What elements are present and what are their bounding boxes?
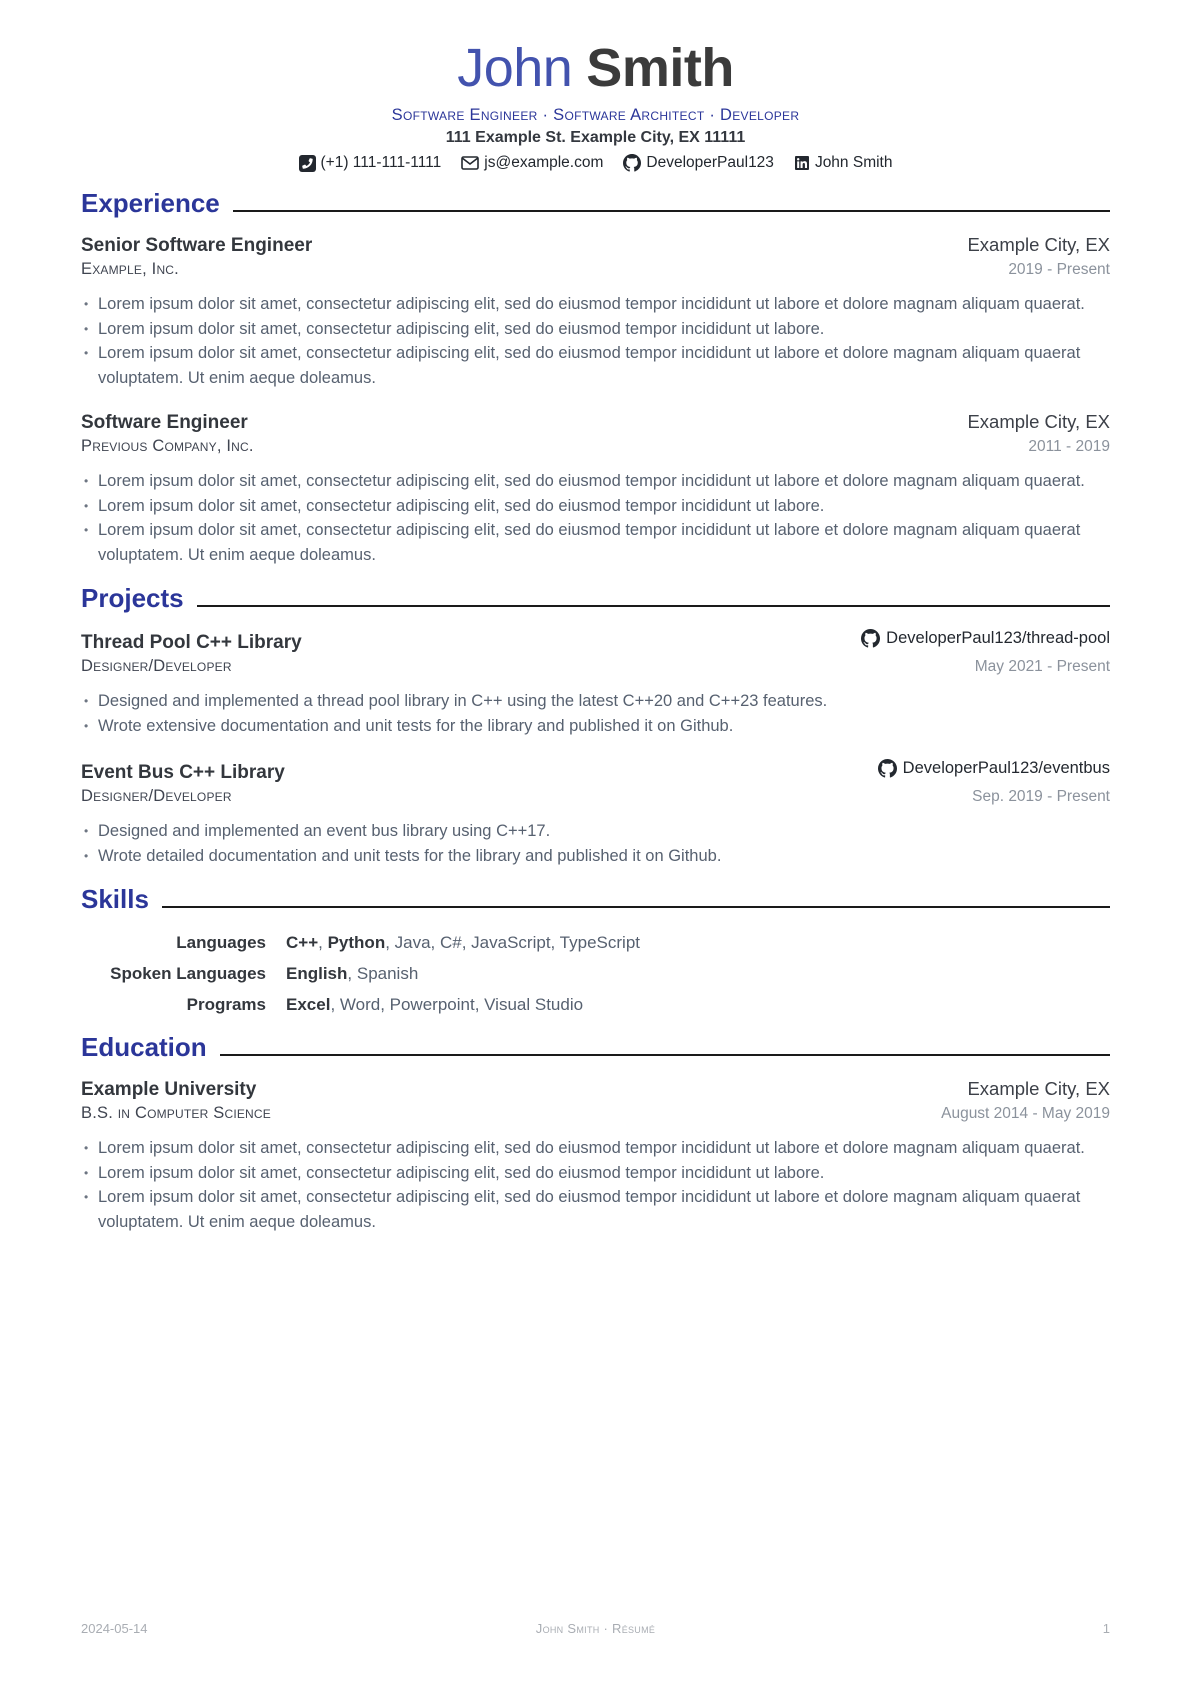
job-location: Example City, EX bbox=[967, 411, 1110, 433]
bullet-item: • Lorem ipsum dolor sit amet, consectetur adipiscing elit, sed do eiusmod tempor incididunt ut labore et dolore magnam aliquam quaerat voluptatem. Ut enim aeque doleamus. bbox=[81, 1185, 1110, 1234]
project-role: Designer/Developer bbox=[81, 657, 232, 676]
contact-row bbox=[81, 154, 1110, 172]
bullet-item: • Lorem ipsum dolor sit amet, consectetur adipiscing elit, sed do eiusmod tempor incididunt ut labore et dolore magnam aliquam quaerat. bbox=[81, 1136, 1110, 1161]
bullet-item: • Lorem ipsum dolor sit amet, consectetur adipiscing elit, sed do eiusmod tempor incididunt ut labore et dolore magnam aliquam quaerat. bbox=[81, 292, 1110, 317]
skill-rest: , Java, C#, JavaScript, TypeScript bbox=[385, 933, 640, 953]
skill-rest: , Word, Powerpoint, Visual Studio bbox=[330, 995, 584, 1015]
section-rule bbox=[220, 1054, 1110, 1056]
section-heading-skills: Skills bbox=[81, 884, 149, 915]
education-entry bbox=[81, 1078, 1110, 1234]
phone-number: (+1) 111-111-1111 bbox=[320, 154, 442, 172]
email-link[interactable] bbox=[461, 154, 603, 172]
skill-rest: , Spanish bbox=[347, 964, 419, 984]
footer-date: 2024-05-14 bbox=[81, 1621, 148, 1636]
section-projects bbox=[81, 584, 1110, 868]
job-title: Senior Software Engineer bbox=[81, 235, 313, 257]
bullet-item: • Lorem ipsum dolor sit amet, consectetur adipiscing elit, sed do eiusmod tempor incididunt ut labore. bbox=[81, 1161, 1110, 1186]
email-address: js@example.com bbox=[484, 154, 604, 172]
project-repo-link[interactable] bbox=[861, 629, 1110, 648]
experience-entry bbox=[81, 234, 1110, 390]
job-title: Software Engineer bbox=[81, 412, 248, 434]
section-rule bbox=[162, 906, 1110, 908]
skill-strong: Python bbox=[327, 933, 386, 953]
bullet-item: • Lorem ipsum dolor sit amet, consectetur adipiscing elit, sed do eiusmod tempor incididunt ut labore et dolore magnam aliquam quaerat voluptatem. Ut enim aeque doleamus. bbox=[81, 518, 1110, 567]
project-role: Designer/Developer bbox=[81, 787, 232, 806]
skill-strong: Excel bbox=[286, 995, 331, 1015]
section-rule bbox=[233, 210, 1110, 212]
project-entry bbox=[81, 629, 1110, 738]
job-dates: 2019 - Present bbox=[1008, 261, 1110, 279]
skill-label: Spoken Languages bbox=[110, 964, 266, 984]
bullet-item: • Lorem ipsum dolor sit amet, consectetur adipiscing elit, sed do eiusmod tempor incididunt ut labore. bbox=[81, 317, 1110, 342]
skill-values bbox=[286, 962, 418, 985]
section-skills bbox=[81, 885, 1110, 1016]
repo-name: DeveloperPaul123/thread-pool bbox=[886, 629, 1110, 648]
section-heading-education: Education bbox=[81, 1032, 207, 1063]
footer-doc-title: John Smith · Résumé bbox=[535, 1621, 656, 1636]
linkedin-icon bbox=[794, 155, 810, 171]
phone-link[interactable] bbox=[299, 154, 442, 172]
section-heading-projects: Projects bbox=[81, 583, 184, 614]
github-icon bbox=[878, 759, 897, 778]
bullet-item: • Wrote detailed documentation and unit tests for the library and published it on Github. bbox=[81, 844, 1110, 869]
skill-row bbox=[81, 931, 1110, 954]
full-name bbox=[81, 38, 1110, 98]
address-line: 111 Example St. Example City, EX 11111 bbox=[445, 129, 746, 147]
email-icon bbox=[461, 156, 479, 170]
skill-sep: , bbox=[318, 933, 328, 953]
bullet-item: • Wrote extensive documentation and unit tests for the library and published it on Github. bbox=[81, 714, 1110, 739]
first-name: John bbox=[457, 38, 573, 98]
skill-label: Programs bbox=[186, 995, 266, 1015]
job-location: Example City, EX bbox=[967, 234, 1110, 256]
page-footer bbox=[81, 1621, 1110, 1636]
project-title: Thread Pool C++ Library bbox=[81, 632, 302, 654]
skill-row bbox=[81, 962, 1110, 985]
project-entry bbox=[81, 759, 1110, 868]
skill-values bbox=[286, 931, 640, 954]
phone-icon bbox=[299, 155, 316, 172]
section-experience bbox=[81, 189, 1110, 567]
section-heading-experience: Experience bbox=[81, 188, 220, 219]
linkedin-link[interactable] bbox=[794, 154, 893, 172]
section-education bbox=[81, 1033, 1110, 1234]
skill-label: Languages bbox=[176, 933, 266, 953]
degree: B.S. in Computer Science bbox=[81, 1104, 271, 1123]
project-title: Event Bus C++ Library bbox=[81, 762, 285, 784]
github-link[interactable] bbox=[623, 154, 774, 172]
job-titles: Software Engineer · Software Architect · Developer bbox=[391, 106, 800, 125]
last-name: Smith bbox=[586, 38, 734, 98]
company-name: Previous Company, Inc. bbox=[81, 437, 254, 456]
github-icon bbox=[623, 154, 641, 172]
skill-strong: C++ bbox=[286, 933, 319, 953]
project-dates: Sep. 2019 - Present bbox=[972, 788, 1110, 806]
bullet-item: • Lorem ipsum dolor sit amet, consectetur adipiscing elit, sed do eiusmod tempor incididunt ut labore. bbox=[81, 494, 1110, 519]
company-name: Example, Inc. bbox=[81, 260, 179, 279]
resume-header bbox=[81, 38, 1110, 172]
bullet-item: • Designed and implemented an event bus library using C++17. bbox=[81, 819, 1110, 844]
education-dates: August 2014 - May 2019 bbox=[941, 1105, 1110, 1123]
skill-values bbox=[286, 993, 583, 1016]
github-icon bbox=[861, 629, 880, 648]
bullet-item: • Lorem ipsum dolor sit amet, consectetur adipiscing elit, sed do eiusmod tempor incididunt ut labore et dolore magnam aliquam quaerat. bbox=[81, 469, 1110, 494]
skill-strong: English bbox=[286, 964, 348, 984]
github-username: DeveloperPaul123 bbox=[646, 154, 774, 172]
bullet-item: • Lorem ipsum dolor sit amet, consectetur adipiscing elit, sed do eiusmod tempor incididunt ut labore et dolore magnam aliquam quaerat voluptatem. Ut enim aeque doleamus. bbox=[81, 341, 1110, 390]
skill-row bbox=[81, 993, 1110, 1016]
job-dates: 2011 - 2019 bbox=[1028, 438, 1110, 456]
experience-entry bbox=[81, 411, 1110, 567]
school-location: Example City, EX bbox=[967, 1078, 1110, 1100]
repo-name: DeveloperPaul123/eventbus bbox=[902, 759, 1110, 778]
project-dates: May 2021 - Present bbox=[974, 658, 1110, 676]
footer-page-number: 1 bbox=[1102, 1621, 1110, 1636]
project-repo-link[interactable] bbox=[878, 759, 1110, 778]
section-rule bbox=[197, 605, 1110, 607]
linkedin-name: John Smith bbox=[814, 154, 893, 172]
bullet-item: • Designed and implemented a thread pool library in C++ using the latest C++20 and C++23 features. bbox=[81, 689, 1110, 714]
school-name: Example University bbox=[81, 1079, 257, 1101]
